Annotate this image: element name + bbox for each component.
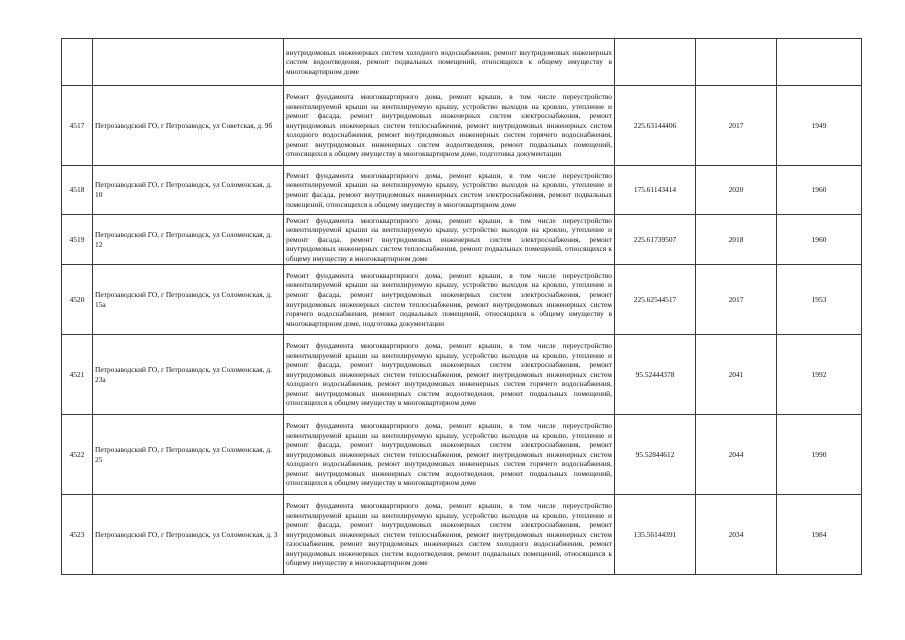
table-row	[62, 415, 862, 495]
row-number-cell: 4523	[62, 495, 93, 575]
row-number-cell: 4519	[62, 215, 93, 265]
built-year-cell: 1953	[777, 265, 862, 335]
row-number-cell: 4518	[62, 166, 93, 215]
row-number-cell: 4520	[62, 265, 93, 335]
table-row	[62, 335, 862, 415]
built-year-cell: 1960	[777, 166, 862, 215]
table-row	[62, 265, 862, 335]
works-cell: Ремонт фундамента многоквартирного дома, ремонт крыши, в том числе переустройство невентилируемой крыши на вентилируемую крышу, устройство выходов на кровлю, утепление и ремонт фасада, ремонт внутридомовых инженерных систем электроснабжения, ремонт внутридомовых инженерных систем теплоснабжения, ремонт подвальных помещений, относящихся к общему имуществу в многоквартирном доме	[284, 215, 615, 265]
cost-cell: 225.62544517	[615, 265, 696, 335]
works-cell: Ремонт фундамента многоквартирного дома, ремонт крыши, в том числе переустройство невентилируемой крыши на вентилируемую крышу, устройство выходов на кровлю, утепление и ремонт фасада, ремонт внутридомовых инженерных систем электроснабжения, ремонт внутридомовых инженерных систем теплоснабжения, ремонт внутридомовых инженерных систем холодного водоснабжения, ремонт внутридомовых инженерных систем горячего водоснабжения, ремонт внутридомовых инженерных систем водоотведения, ремонт подвальных помещений, относящихся к общему имуществу в многоквартирном доме, подготовка документации	[284, 86, 615, 166]
capital-repair-table	[61, 38, 862, 575]
address-cell: Петрозаводский ГО, г Петрозаводск, ул Соломенская, д. 12	[93, 215, 284, 265]
row-number-cell: 4521	[62, 335, 93, 415]
address-cell: Петрозаводский ГО, г Петрозаводск, ул Соломенская, д. 25	[93, 415, 284, 495]
repair-year-cell: 2017	[696, 265, 777, 335]
repair-year-cell: 2041	[696, 335, 777, 415]
built-year-cell: 1949	[777, 86, 862, 166]
repair-year-cell: 2034	[696, 495, 777, 575]
table-row	[62, 495, 862, 575]
built-year-cell: 1984	[777, 495, 862, 575]
works-cell: Ремонт фундамента многоквартирного дома, ремонт крыши, в том числе переустройство невентилируемой крыши на вентилируемую крышу, устройство выходов на кровлю, утепление и ремонт фасада, ремонт внутридомовых инженерных систем электроснабжения, ремонт внутридомовых инженерных систем теплоснабжения, ремонт внутридомовых инженерных систем газоснабжения, ремонт внутридомовых инженерных систем холодного водоснабжения, ремонт внутридомовых инженерных систем водоотведения, ремонт подвальных помещений, относящихся к общему имуществу в многоквартирном доме	[284, 495, 615, 575]
address-cell: Петрозаводский ГО, г Петрозаводск, ул Соломенская, д. 15а	[93, 265, 284, 335]
cost-cell: 95.52844612	[615, 415, 696, 495]
table-row	[62, 86, 862, 166]
address-cell: Петрозаводский ГО, г Петрозаводск, ул Соломенская, д. 23а	[93, 335, 284, 415]
cost-cell: 95.52444378	[615, 335, 696, 415]
built-year-cell: 1960	[777, 215, 862, 265]
works-cell: Ремонт фундамента многоквартирного дома, ремонт крыши, в том числе переустройство невентилируемой крыши на вентилируемую крышу, устройство выходов на кровлю, утепление и ремонт фасада, ремонт внутридомовых инженерных систем электроснабжения, ремонт подвальных помещений, относящихся к общему имуществу в многоквартирном доме	[284, 166, 615, 215]
cost-cell: 225.63144406	[615, 86, 696, 166]
address-cell	[93, 39, 284, 86]
row-number-cell	[62, 39, 93, 86]
cost-cell: 175.61143414	[615, 166, 696, 215]
built-year-cell: 1990	[777, 415, 862, 495]
row-number-cell: 4522	[62, 415, 93, 495]
works-cell: Ремонт фундамента многоквартирного дома, ремонт крыши, в том числе переустройство невентилируемой крыши на вентилируемую крышу, устройство выходов на кровлю, утепление и ремонт фасада, ремонт внутридомовых инженерных систем электроснабжения, ремонт внутридомовых инженерных систем теплоснабжения, ремонт внутридомовых инженерных систем горячего водоснабжения, ремонт подвальных помещений, относящихся к общему имуществу в многоквартирном доме, подготовка документации	[284, 265, 615, 335]
address-cell: Петрозаводский ГО, г Петрозаводск, ул Советская, д. 9б	[93, 86, 284, 166]
cost-cell: 135.56144391	[615, 495, 696, 575]
repair-year-cell: 2020	[696, 166, 777, 215]
table-row	[62, 166, 862, 215]
table-row	[62, 215, 862, 265]
built-year-cell: 1992	[777, 335, 862, 415]
repair-year-cell: 2044	[696, 415, 777, 495]
repair-year-cell: 2018	[696, 215, 777, 265]
address-cell: Петрозаводский ГО, г Петрозаводск, ул Соломенская, д. 3	[93, 495, 284, 575]
built-year-cell	[777, 39, 862, 86]
address-cell: Петрозаводский ГО, г Петрозаводск, ул Соломенская, д. 10	[93, 166, 284, 215]
works-cell: Ремонт фундамента многоквартирного дома, ремонт крыши, в том числе переустройство невентилируемой крыши на вентилируемую крышу, устройство выходов на кровлю, утепление и ремонт фасада, ремонт внутридомовых инженерных систем электроснабжения, ремонт внутридомовых инженерных систем теплоснабжения, ремонт внутридомовых инженерных систем холодного водоснабжения, ремонт внутридомовых инженерных систем горячего водоснабжения, ремонт внутридомовых инженерных систем водоотведения, ремонт подвальных помещений, относящихся к общему имуществу в многоквартирном доме	[284, 415, 615, 495]
works-cell: внутридомовых инженерных систем холодного водоснабжения, ремонт внутридомовых инженерных систем водоотведения, ремонт подвальных помещений, относящихся к общему имуществу в многоквартирном доме	[284, 39, 615, 86]
works-cell: Ремонт фундамента многоквартирного дома, ремонт крыши, в том числе переустройство невентилируемой крыши на вентилируемую крышу, устройство выходов на кровлю, утепление и ремонт фасада, ремонт внутридомовых инженерных систем электроснабжения, ремонт внутридомовых инженерных систем теплоснабжения, ремонт внутридомовых инженерных систем холодного водоснабжения, ремонт внутридомовых инженерных систем горячего водоснабжения, ремонт внутридомовых инженерных систем водоотведения, ремонт подвальных помещений, относящихся к общему имуществу в многоквартирном доме	[284, 335, 615, 415]
table-row	[62, 39, 862, 86]
repair-year-cell	[696, 39, 777, 86]
cost-cell	[615, 39, 696, 86]
repair-year-cell: 2017	[696, 86, 777, 166]
row-number-cell: 4517	[62, 86, 93, 166]
cost-cell: 225.61739507	[615, 215, 696, 265]
